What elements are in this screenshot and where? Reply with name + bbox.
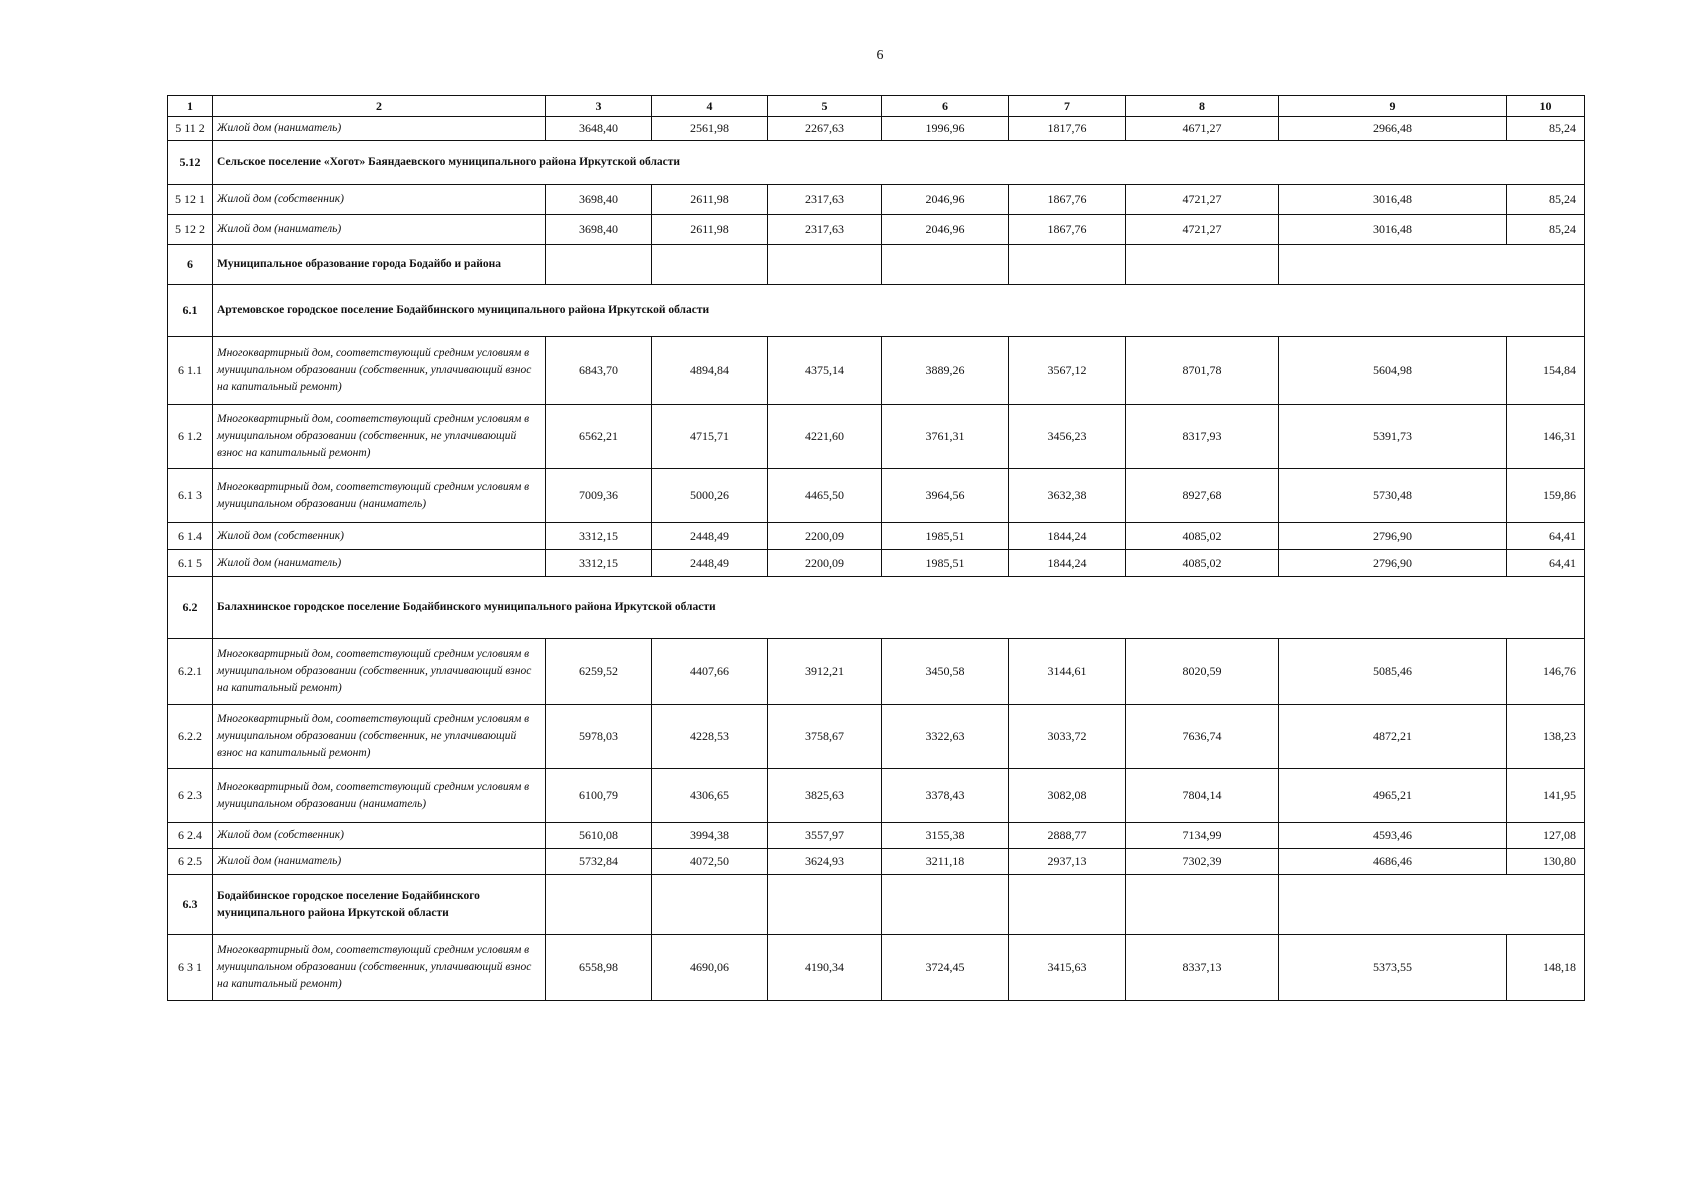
value-cell: 3912,21 — [768, 639, 882, 705]
value-cell: 2046,96 — [882, 215, 1009, 245]
value-cell: 4721,27 — [1126, 215, 1279, 245]
value-cell: 5978,03 — [546, 705, 652, 769]
empty-cell — [546, 875, 652, 935]
table-row — [168, 823, 1585, 849]
row-code: 5 12 1 — [168, 185, 213, 215]
table-row — [168, 337, 1585, 405]
row-code: 6.2.1 — [168, 639, 213, 705]
value-cell: 130,80 — [1507, 849, 1585, 875]
row-code: 5.12 — [168, 141, 213, 185]
empty-cell — [1279, 875, 1585, 935]
row-name: Жилой дом (собственник) — [213, 523, 546, 550]
value-cell: 2267,63 — [768, 117, 882, 141]
value-cell: 3567,12 — [1009, 337, 1126, 405]
column-header: 7 — [1009, 96, 1126, 117]
value-cell: 8317,93 — [1126, 405, 1279, 469]
value-cell: 4872,21 — [1279, 705, 1507, 769]
value-cell: 2611,98 — [652, 185, 768, 215]
page-number: 6 — [876, 48, 884, 63]
empty-cell — [1009, 875, 1126, 935]
section-row — [168, 245, 1585, 285]
value-cell: 3758,67 — [768, 705, 882, 769]
row-name: Многоквартирный дом, соответствующий средним условиям в муниципальном образовании (собственник, не уплачивающий взнос на капитальный ремонт) — [213, 705, 546, 769]
value-cell: 3456,23 — [1009, 405, 1126, 469]
value-cell: 4306,65 — [652, 769, 768, 823]
row-name: Многоквартирный дом, соответствующий средним условиям в муниципальном образовании (наниматель) — [213, 469, 546, 523]
value-cell: 2448,49 — [652, 550, 768, 577]
value-cell: 4715,71 — [652, 405, 768, 469]
value-cell: 2888,77 — [1009, 823, 1126, 849]
value-cell: 1844,24 — [1009, 550, 1126, 577]
value-cell: 8337,13 — [1126, 935, 1279, 1001]
value-cell: 4375,14 — [768, 337, 882, 405]
value-cell: 4072,50 — [652, 849, 768, 875]
value-cell: 4690,06 — [652, 935, 768, 1001]
row-name: Многоквартирный дом, соответствующий средним условиям в муниципальном образовании (собственник, уплачивающий взнос на капитальный ремонт) — [213, 337, 546, 405]
value-cell: 4593,46 — [1279, 823, 1507, 849]
value-cell: 3698,40 — [546, 185, 652, 215]
row-name: Жилой дом (наниматель) — [213, 550, 546, 577]
tariff-table — [167, 95, 1585, 1001]
value-cell: 2200,09 — [768, 550, 882, 577]
value-cell: 3994,38 — [652, 823, 768, 849]
value-cell: 8701,78 — [1126, 337, 1279, 405]
value-cell: 6562,21 — [546, 405, 652, 469]
value-cell: 2796,90 — [1279, 523, 1507, 550]
empty-cell — [1279, 245, 1585, 285]
value-cell: 3378,43 — [882, 769, 1009, 823]
value-cell: 5732,84 — [546, 849, 652, 875]
table-row — [168, 849, 1585, 875]
value-cell: 3016,48 — [1279, 215, 1507, 245]
value-cell: 4686,46 — [1279, 849, 1507, 875]
table-row — [168, 935, 1585, 1001]
value-cell: 3155,38 — [882, 823, 1009, 849]
value-cell: 3450,58 — [882, 639, 1009, 705]
column-header: 4 — [652, 96, 768, 117]
empty-cell — [1126, 245, 1279, 285]
value-cell: 5373,55 — [1279, 935, 1507, 1001]
value-cell: 3312,15 — [546, 523, 652, 550]
table-body — [168, 117, 1585, 1001]
value-cell: 3698,40 — [546, 215, 652, 245]
row-code: 6.2.2 — [168, 705, 213, 769]
empty-cell — [546, 245, 652, 285]
row-code: 6.1 5 — [168, 550, 213, 577]
section-title: Бодайбинское городское поселение Бодайбинского муниципального района Иркутской области — [213, 875, 546, 935]
value-cell: 3415,63 — [1009, 935, 1126, 1001]
table-row — [168, 550, 1585, 577]
empty-cell — [652, 875, 768, 935]
value-cell: 8927,68 — [1126, 469, 1279, 523]
value-cell: 2046,96 — [882, 185, 1009, 215]
column-header: 6 — [882, 96, 1009, 117]
value-cell: 3724,45 — [882, 935, 1009, 1001]
value-cell: 4085,02 — [1126, 523, 1279, 550]
value-cell: 4407,66 — [652, 639, 768, 705]
section-title: Балахнинское городское поселение Бодайбинского муниципального района Иркутской области — [213, 577, 1585, 639]
value-cell: 3761,31 — [882, 405, 1009, 469]
value-cell: 85,24 — [1507, 117, 1585, 141]
table-row — [168, 639, 1585, 705]
empty-cell — [768, 875, 882, 935]
row-code: 5 11 2 — [168, 117, 213, 141]
value-cell: 7009,36 — [546, 469, 652, 523]
table-row — [168, 215, 1585, 245]
value-cell: 4228,53 — [652, 705, 768, 769]
table-row — [168, 185, 1585, 215]
row-code: 6.1 3 — [168, 469, 213, 523]
value-cell: 2317,63 — [768, 185, 882, 215]
value-cell: 85,24 — [1507, 215, 1585, 245]
value-cell: 5085,46 — [1279, 639, 1507, 705]
value-cell: 7804,14 — [1126, 769, 1279, 823]
row-code: 6 2.4 — [168, 823, 213, 849]
value-cell: 2200,09 — [768, 523, 882, 550]
row-name: Многоквартирный дом, соответствующий средним условиям в муниципальном образовании (собственник, уплачивающий взнос на капитальный ремонт) — [213, 935, 546, 1001]
value-cell: 1996,96 — [882, 117, 1009, 141]
value-cell: 7636,74 — [1126, 705, 1279, 769]
value-cell: 3964,56 — [882, 469, 1009, 523]
value-cell: 4721,27 — [1126, 185, 1279, 215]
row-name: Жилой дом (наниматель) — [213, 215, 546, 245]
row-name: Многоквартирный дом, соответствующий средним условиям в муниципальном образовании (наниматель) — [213, 769, 546, 823]
value-cell: 154,84 — [1507, 337, 1585, 405]
value-cell: 2561,98 — [652, 117, 768, 141]
table-row — [168, 469, 1585, 523]
column-header: 1 — [168, 96, 213, 117]
row-code: 6 2.5 — [168, 849, 213, 875]
row-code: 6 1.2 — [168, 405, 213, 469]
value-cell: 5730,48 — [1279, 469, 1507, 523]
value-cell: 5610,08 — [546, 823, 652, 849]
section-row — [168, 141, 1585, 185]
table-row — [168, 523, 1585, 550]
section-row — [168, 577, 1585, 639]
value-cell: 141,95 — [1507, 769, 1585, 823]
column-header: 5 — [768, 96, 882, 117]
value-cell: 3211,18 — [882, 849, 1009, 875]
value-cell: 3016,48 — [1279, 185, 1507, 215]
empty-cell — [882, 875, 1009, 935]
empty-cell — [1009, 245, 1126, 285]
section-title: Муниципальное образование города Бодайбо и района — [213, 245, 546, 285]
column-header: 8 — [1126, 96, 1279, 117]
value-cell: 6100,79 — [546, 769, 652, 823]
value-cell: 5000,26 — [652, 469, 768, 523]
value-cell: 6843,70 — [546, 337, 652, 405]
value-cell: 2796,90 — [1279, 550, 1507, 577]
value-cell: 1844,24 — [1009, 523, 1126, 550]
value-cell: 6259,52 — [546, 639, 652, 705]
table-row — [168, 705, 1585, 769]
table-header-row — [168, 96, 1585, 117]
row-code: 6 — [168, 245, 213, 285]
value-cell: 6558,98 — [546, 935, 652, 1001]
value-cell: 2448,49 — [652, 523, 768, 550]
section-title: Артемовское городское поселение Бодайбинского муниципального района Иркутской области — [213, 285, 1585, 337]
column-header: 9 — [1279, 96, 1507, 117]
value-cell: 85,24 — [1507, 185, 1585, 215]
empty-cell — [1126, 875, 1279, 935]
empty-cell — [652, 245, 768, 285]
value-cell: 1985,51 — [882, 550, 1009, 577]
value-cell: 138,23 — [1507, 705, 1585, 769]
value-cell: 159,86 — [1507, 469, 1585, 523]
row-code: 6.3 — [168, 875, 213, 935]
table-row — [168, 769, 1585, 823]
row-code: 6 1.4 — [168, 523, 213, 550]
row-name: Жилой дом (наниматель) — [213, 117, 546, 141]
value-cell: 4894,84 — [652, 337, 768, 405]
value-cell: 4085,02 — [1126, 550, 1279, 577]
value-cell: 146,76 — [1507, 639, 1585, 705]
value-cell: 4221,60 — [768, 405, 882, 469]
value-cell: 2317,63 — [768, 215, 882, 245]
row-code: 5 12 2 — [168, 215, 213, 245]
empty-cell — [768, 245, 882, 285]
value-cell: 3312,15 — [546, 550, 652, 577]
value-cell: 5604,98 — [1279, 337, 1507, 405]
value-cell: 64,41 — [1507, 550, 1585, 577]
value-cell: 3082,08 — [1009, 769, 1126, 823]
row-code: 6.1 — [168, 285, 213, 337]
value-cell: 4465,50 — [768, 469, 882, 523]
value-cell: 148,18 — [1507, 935, 1585, 1001]
empty-cell — [882, 245, 1009, 285]
value-cell: 8020,59 — [1126, 639, 1279, 705]
value-cell: 1985,51 — [882, 523, 1009, 550]
value-cell: 2966,48 — [1279, 117, 1507, 141]
table-row — [168, 405, 1585, 469]
value-cell: 4190,34 — [768, 935, 882, 1001]
value-cell: 3557,97 — [768, 823, 882, 849]
value-cell: 3624,93 — [768, 849, 882, 875]
value-cell: 3144,61 — [1009, 639, 1126, 705]
value-cell: 3889,26 — [882, 337, 1009, 405]
row-name: Многоквартирный дом, соответствующий средним условиям в муниципальном образовании (собственник, не уплачивающий взнос на капитальный ремонт) — [213, 405, 546, 469]
row-code: 6 2.3 — [168, 769, 213, 823]
table-row — [168, 117, 1585, 141]
value-cell: 4965,21 — [1279, 769, 1507, 823]
value-cell: 2611,98 — [652, 215, 768, 245]
value-cell: 3322,63 — [882, 705, 1009, 769]
value-cell: 3632,38 — [1009, 469, 1126, 523]
section-title: Сельское поселение «Хогот» Баяндаевского муниципального района Иркутской области — [213, 141, 1585, 185]
value-cell: 1817,76 — [1009, 117, 1126, 141]
section-row — [168, 285, 1585, 337]
value-cell: 1867,76 — [1009, 215, 1126, 245]
value-cell: 3648,40 — [546, 117, 652, 141]
value-cell: 146,31 — [1507, 405, 1585, 469]
value-cell: 3033,72 — [1009, 705, 1126, 769]
value-cell: 7134,99 — [1126, 823, 1279, 849]
row-code: 6 1.1 — [168, 337, 213, 405]
column-header: 10 — [1507, 96, 1585, 117]
value-cell: 3825,63 — [768, 769, 882, 823]
value-cell: 64,41 — [1507, 523, 1585, 550]
value-cell: 127,08 — [1507, 823, 1585, 849]
column-header: 2 — [213, 96, 546, 117]
section-row — [168, 875, 1585, 935]
value-cell: 1867,76 — [1009, 185, 1126, 215]
row-code: 6.2 — [168, 577, 213, 639]
column-header: 3 — [546, 96, 652, 117]
row-name: Многоквартирный дом, соответствующий средним условиям в муниципальном образовании (собственник, уплачивающий взнос на капитальный ремонт) — [213, 639, 546, 705]
row-code: 6 3 1 — [168, 935, 213, 1001]
row-name: Жилой дом (наниматель) — [213, 849, 546, 875]
row-name: Жилой дом (собственник) — [213, 823, 546, 849]
value-cell: 7302,39 — [1126, 849, 1279, 875]
value-cell: 4671,27 — [1126, 117, 1279, 141]
row-name: Жилой дом (собственник) — [213, 185, 546, 215]
value-cell: 5391,73 — [1279, 405, 1507, 469]
value-cell: 2937,13 — [1009, 849, 1126, 875]
